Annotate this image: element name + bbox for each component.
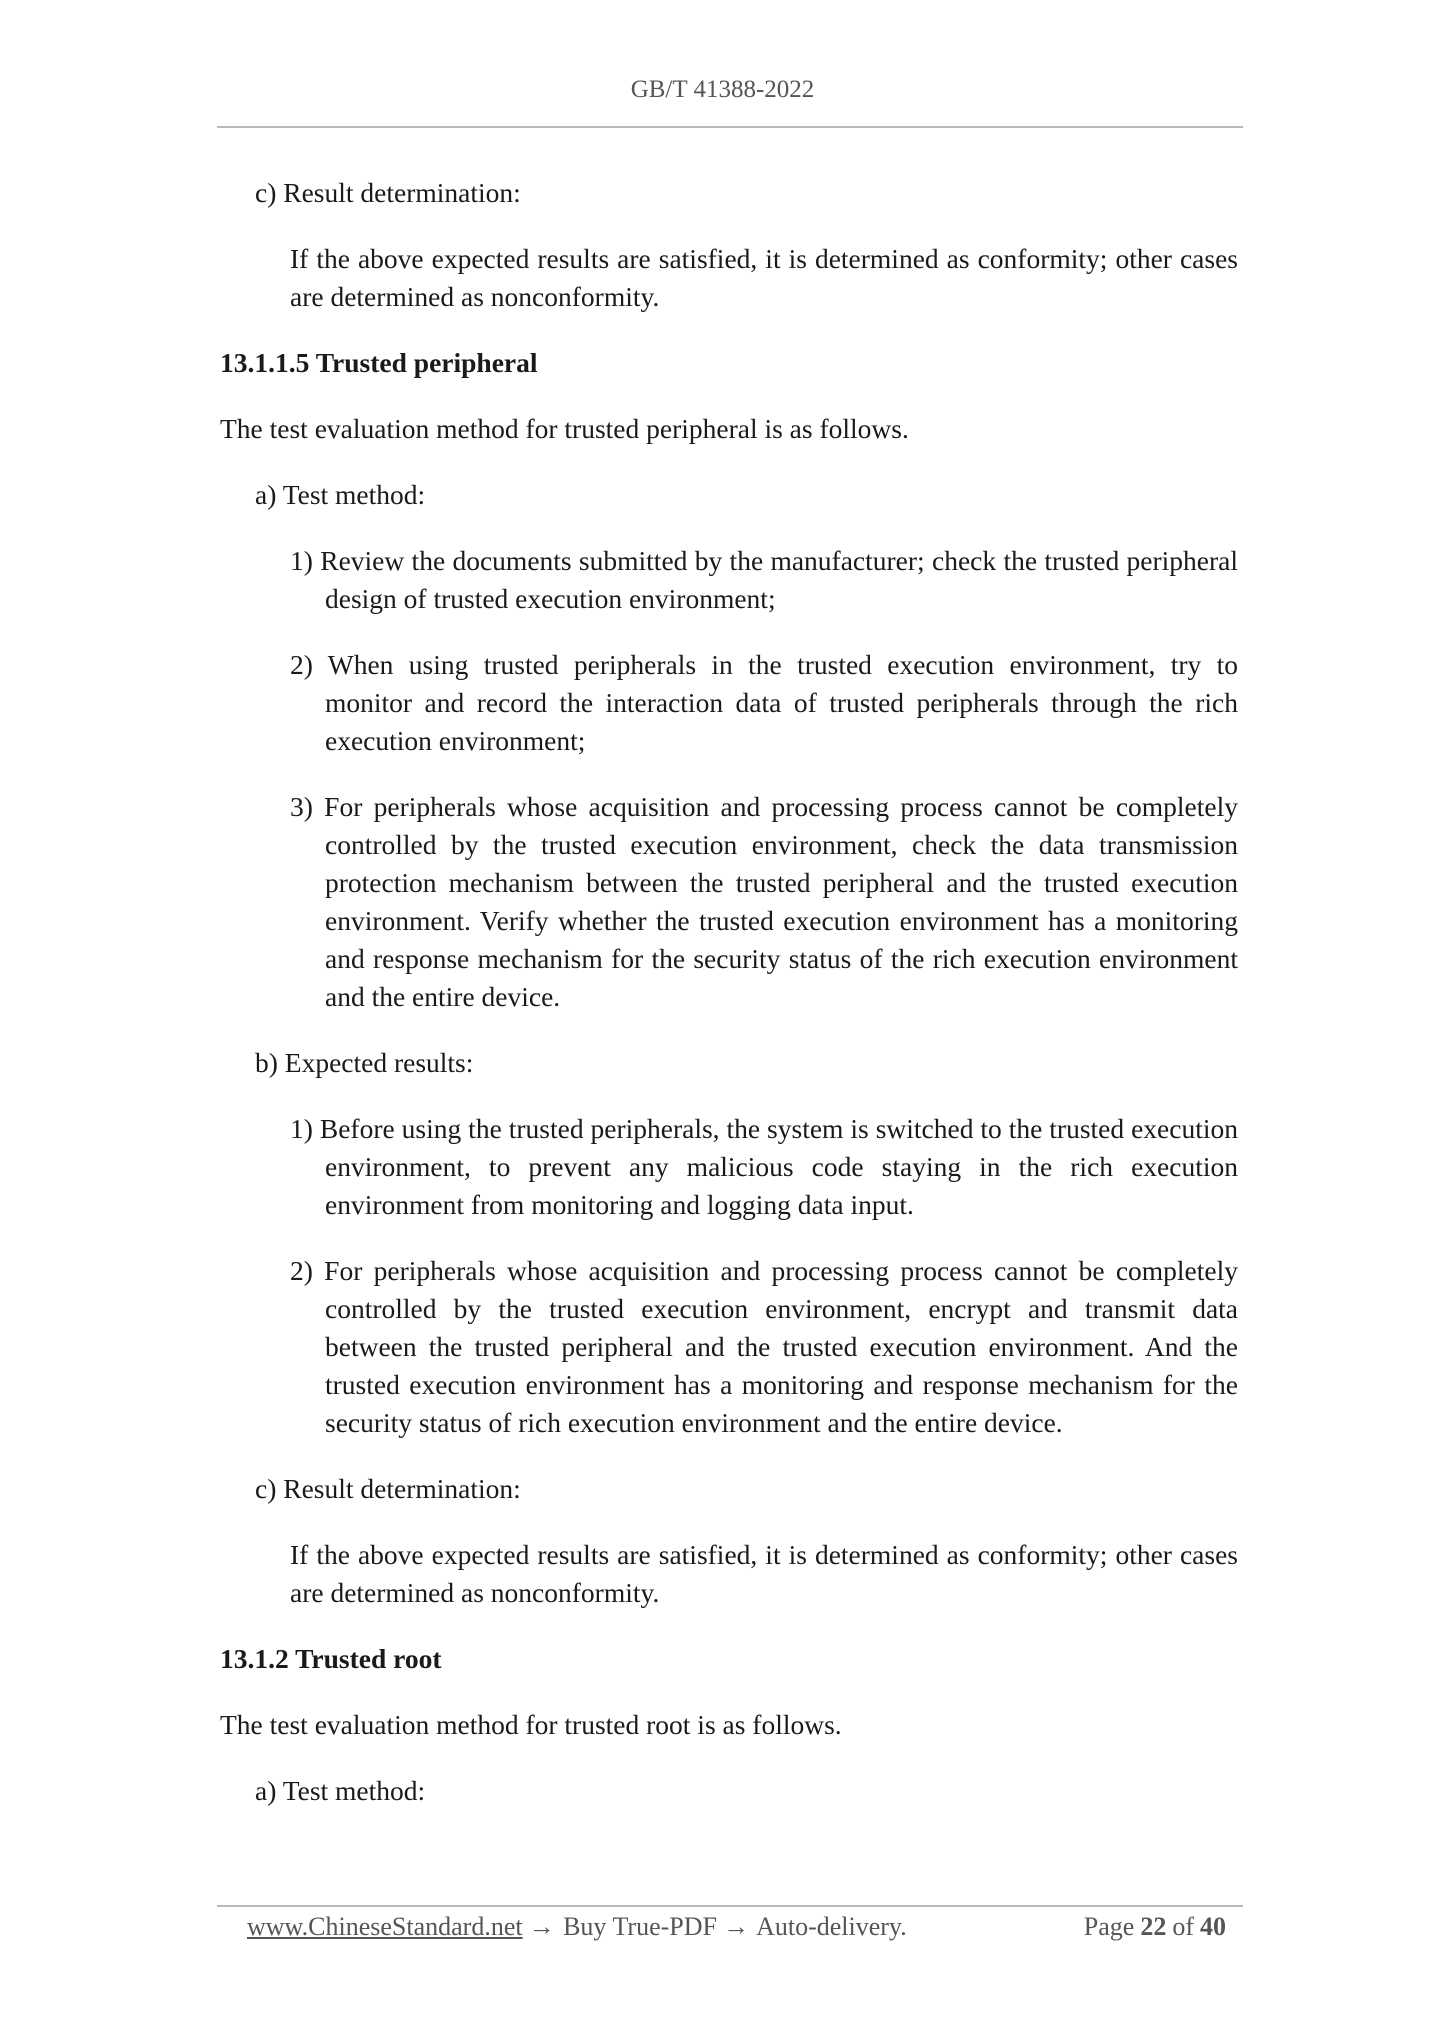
page-counter bbox=[1084, 1909, 1232, 1945]
section-heading-trusted-root: 13.1.2 Trusted root bbox=[220, 1643, 442, 1674]
expected-results-label: b) Expected results: bbox=[255, 1047, 474, 1078]
footer-promo bbox=[247, 1909, 907, 1945]
expected-result-item: 1) Before using the trusted peripherals, the system is switched to the trusted execution environment, to prevent any malicious code staying in the rich execution environment from monitoring and logging data input. bbox=[290, 1113, 1238, 1220]
section-heading-trusted-peripheral: 13.1.1.5 Trusted peripheral bbox=[220, 347, 538, 378]
section-intro-trusted-root: The test evaluation method for trusted root is as follows. bbox=[220, 1709, 842, 1740]
test-method-item: 3) For peripherals whose acquisition and processing process cannot be completely controlled by the trusted execution environment, check the data transmission protection mechanism between the trusted peripheral and the trusted execution environment. Verify whether the trusted execution environment has a monitoring and response mechanism for the security status of the rich execution environment and the entire device. bbox=[290, 791, 1238, 1012]
result-determination-text: If the above expected results are satisfied, it is determined as conformity; other cases are determined as nonconformity. bbox=[290, 1539, 1238, 1608]
document-id-header: GB/T 41388-2022 bbox=[630, 76, 815, 103]
section-intro-trusted-peripheral: The test evaluation method for trusted peripheral is as follows. bbox=[220, 413, 909, 444]
test-method-item: 2) When using trusted peripherals in the trusted execution environment, try to monitor and record the interaction data of trusted peripherals through the rich execution environment; bbox=[290, 649, 1238, 756]
current-page-number: 22 bbox=[1140, 1912, 1167, 1941]
buy-pdf-text: Buy True-PDF bbox=[563, 1912, 717, 1941]
page-footer bbox=[247, 1909, 1232, 1945]
website-link[interactable]: www.ChineseStandard.net bbox=[247, 1912, 523, 1941]
page-label: Page bbox=[1083, 1912, 1135, 1941]
auto-delivery-text: Auto-delivery. bbox=[756, 1912, 907, 1941]
result-determination-text: If the above expected results are satisfied, it is determined as conformity; other cases are determined as nonconformity. bbox=[290, 243, 1238, 312]
test-method-label: a) Test method: bbox=[255, 1775, 426, 1806]
of-label: of bbox=[1172, 1912, 1194, 1941]
footer-divider bbox=[217, 1905, 1243, 1907]
header-divider bbox=[217, 126, 1243, 128]
expected-result-item: 2) For peripherals whose acquisition and processing process cannot be completely controlled by the trusted execution environment, encrypt and transmit data between the trusted peripheral and the trusted execution environment. And the trusted execution environment has a monitoring and response mechanism for the security status of rich execution environment and the entire device. bbox=[290, 1255, 1238, 1438]
result-determination-label: c) Result determination: bbox=[255, 1473, 521, 1504]
total-pages-number: 40 bbox=[1200, 1912, 1226, 1941]
result-determination-label: c) Result determination: bbox=[255, 177, 521, 208]
arrow-right-icon: → bbox=[528, 1912, 555, 1941]
document-body bbox=[220, 174, 1238, 1838]
test-method-item: 1) Review the documents submitted by the manufacturer; check the trusted peripheral design of trusted execution environment; bbox=[290, 545, 1238, 614]
arrow-right-icon: → bbox=[723, 1912, 749, 1941]
test-method-label: a) Test method: bbox=[255, 479, 426, 510]
